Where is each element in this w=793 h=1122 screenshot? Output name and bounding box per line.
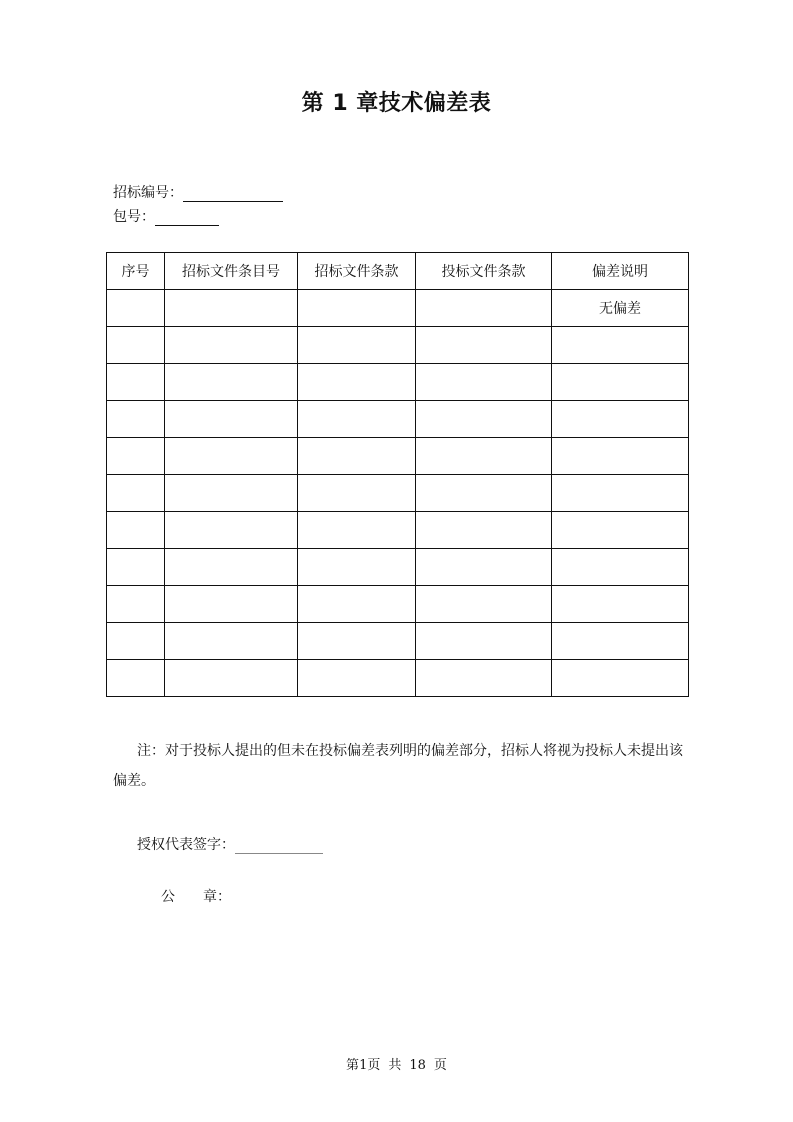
table-cell[interactable] (552, 364, 689, 401)
table-cell[interactable] (165, 364, 298, 401)
table-cell[interactable] (298, 512, 416, 549)
table-cell[interactable] (416, 364, 552, 401)
page-prefix: 第 (346, 1058, 360, 1073)
table-row (107, 512, 689, 549)
table-cell[interactable] (298, 623, 416, 660)
table-cell[interactable] (416, 327, 552, 364)
table-cell[interactable] (416, 660, 552, 697)
page-footer (0, 1054, 793, 1073)
package-blank[interactable] (155, 211, 219, 226)
note-text: 注：对于投标人提出的但未在投标偏差表列明的偏差部分，招标人将视为投标人未提出该偏差。 (113, 743, 683, 789)
table-cell[interactable] (298, 660, 416, 697)
table-cell[interactable] (165, 586, 298, 623)
table-cell[interactable] (552, 512, 689, 549)
table-row (107, 364, 689, 401)
table-cell[interactable] (298, 475, 416, 512)
table-cell[interactable] (416, 549, 552, 586)
deviation-table (106, 252, 689, 697)
column-header: 招标文件条目号 (165, 253, 298, 290)
table-cell[interactable] (165, 290, 298, 327)
table-cell[interactable] (107, 290, 165, 327)
table-row (107, 586, 689, 623)
table-cell[interactable] (416, 290, 552, 327)
column-header: 偏差说明 (552, 253, 689, 290)
table-cell[interactable] (552, 401, 689, 438)
table-cell[interactable] (165, 475, 298, 512)
table-cell[interactable] (552, 623, 689, 660)
table-cell[interactable] (552, 327, 689, 364)
table-row (107, 475, 689, 512)
table-cell[interactable] (298, 549, 416, 586)
table-cell[interactable] (416, 512, 552, 549)
table-cell[interactable] (165, 327, 298, 364)
table-cell[interactable] (107, 401, 165, 438)
table-row (107, 549, 689, 586)
table-cell[interactable] (298, 586, 416, 623)
table-cell[interactable] (298, 290, 416, 327)
table-row (107, 438, 689, 475)
table-row (107, 623, 689, 660)
signature-field (137, 834, 323, 854)
page-title: 第 1 章技术偏差表 (301, 91, 492, 116)
signature-blank[interactable] (235, 839, 323, 854)
bid-number-blank[interactable] (183, 187, 283, 202)
package-label: 包号： (113, 209, 155, 225)
table-row (107, 327, 689, 364)
table-cell[interactable] (165, 438, 298, 475)
table-cell[interactable] (416, 586, 552, 623)
table-cell[interactable] (552, 438, 689, 475)
table-cell[interactable] (107, 364, 165, 401)
table-cell[interactable] (107, 586, 165, 623)
table-cell[interactable] (552, 586, 689, 623)
table-cell[interactable] (416, 401, 552, 438)
table-header-row (107, 253, 689, 290)
table-cell[interactable] (298, 327, 416, 364)
seal-label: 公 章： (161, 889, 231, 905)
table-cell[interactable] (165, 401, 298, 438)
table-cell[interactable] (552, 660, 689, 697)
table-cell[interactable] (107, 327, 165, 364)
table-row (107, 290, 689, 327)
signature-label: 授权代表签字： (137, 837, 235, 853)
table-cell[interactable] (107, 475, 165, 512)
table-cell[interactable] (416, 475, 552, 512)
page-word: 页 (367, 1058, 381, 1073)
table-cell[interactable] (165, 623, 298, 660)
bid-number-label: 招标编号： (113, 185, 183, 201)
table-cell[interactable] (165, 660, 298, 697)
table-cell[interactable] (107, 549, 165, 586)
table-cell[interactable] (107, 623, 165, 660)
column-header: 投标文件条款 (416, 253, 552, 290)
table-body (107, 290, 689, 697)
total-suffix: 页 (433, 1058, 447, 1073)
page-total: 18 (409, 1058, 426, 1073)
page-current: 1 (359, 1058, 368, 1073)
table-cell[interactable] (552, 549, 689, 586)
table-cell[interactable]: 无偏差 (552, 290, 689, 327)
table-cell[interactable] (107, 512, 165, 549)
table-cell[interactable] (416, 438, 552, 475)
table-cell[interactable] (298, 438, 416, 475)
table-cell[interactable] (107, 660, 165, 697)
table-cell[interactable] (298, 401, 416, 438)
package-field (113, 208, 219, 226)
table-cell[interactable] (298, 364, 416, 401)
table-cell[interactable] (416, 623, 552, 660)
column-header: 序号 (107, 253, 165, 290)
table-row (107, 660, 689, 697)
total-prefix: 共 (388, 1058, 402, 1073)
table-cell[interactable] (107, 438, 165, 475)
table-cell[interactable] (552, 475, 689, 512)
bid-number-field (113, 184, 283, 202)
table-cell[interactable] (165, 512, 298, 549)
table-cell[interactable] (165, 549, 298, 586)
table-row (107, 401, 689, 438)
column-header: 招标文件条款 (298, 253, 416, 290)
